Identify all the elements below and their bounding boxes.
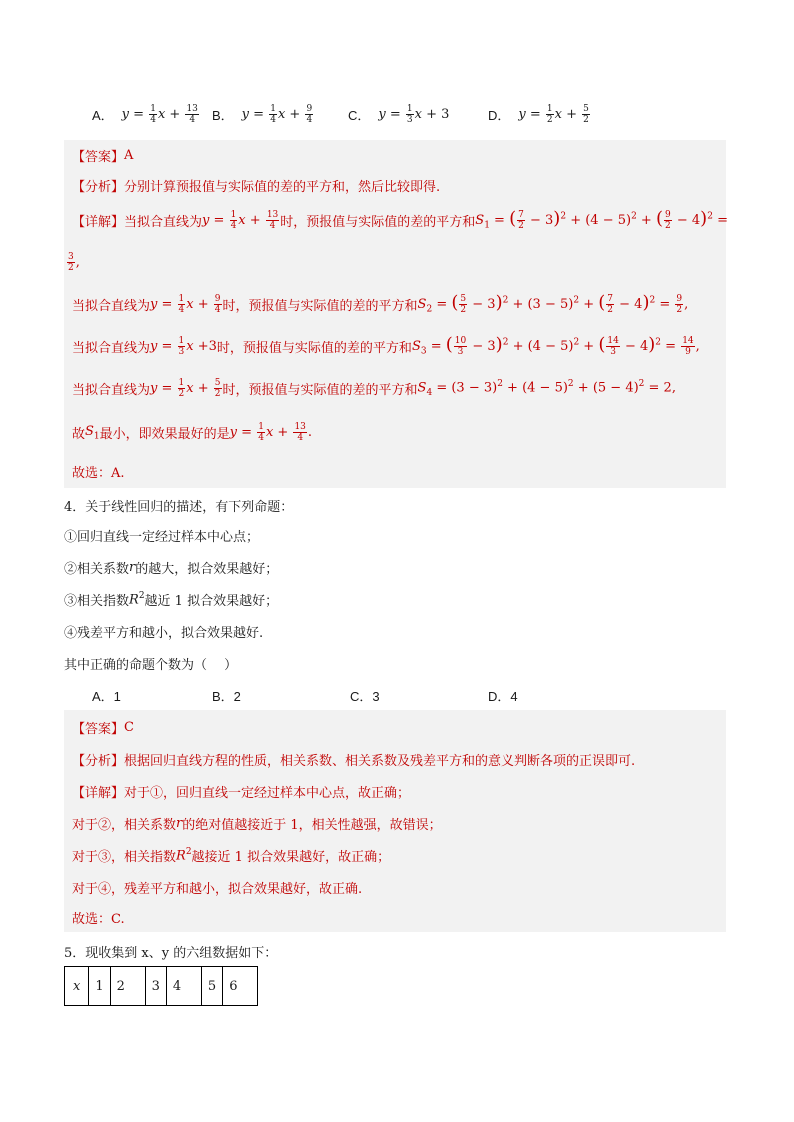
q3-choose-line: 故选：A. <box>72 466 125 481</box>
table-cell: 3 <box>145 967 166 1006</box>
q4-detail-line-3: 对于③，相关指数 $R^2$ 越接近 1 拟合效果越好，故正确； <box>72 847 391 865</box>
q3-option-c-label: C． <box>348 108 371 123</box>
q4-item-1: ①回归直线一定经过样本中心点； <box>64 530 260 545</box>
q4-detail-tag: 【详解】 <box>72 786 125 801</box>
q4-detail-3b: 越接近 1 拟合效果越好，故正确； <box>191 850 391 865</box>
q3-answer-block <box>64 140 726 488</box>
q3-detail-tail-2: 时，预报值与实际值的差的平方和 <box>222 299 418 314</box>
q3-detail-when-3: 当拟合直线为 <box>72 341 151 356</box>
q3-conclusion-b: 最小，即效果最好的是 <box>99 427 230 442</box>
q3-option-d <box>488 104 591 125</box>
q4-detail-line-1 <box>72 782 410 801</box>
q4-question: 其中正确的命题个数为（ ） <box>64 658 238 673</box>
table-cell: 6 <box>223 967 258 1006</box>
q3-analysis-tag: 【分析】 <box>72 180 125 195</box>
q3-option-a <box>92 104 200 125</box>
q4-detail-2b: 的绝对值越接近于 1，相关性越强，故错误； <box>182 818 442 833</box>
q3-detail-line-4: 当拟合直线为 y = $\frac{1}{2}$ x + $\frac{5}{2}$ 时，预报值与实际值的差的平方和 $S_4 = (3 - 3)^2 + (4 - 5)^2 + (5 - 4)^2 = 2$, <box>72 378 676 399</box>
q5-data-table <box>64 966 258 1006</box>
table-head-x: x <box>65 967 89 1006</box>
q3-option-a-expr: y = $\frac{1}{4}$ x + $\frac{13}{4}$ <box>121 104 198 125</box>
q3-detail-line-2: 当拟合直线为 y = $\frac{1}{4}$ x + $\frac{9}{4}$ 时，预报值与实际值的差的平方和 $S_2$ = ( $\frac{5}{2}$ − $3)^2 + (3 - 5)^2$ + ( $\frac{7}{2}$ − 4)$^2$ = $\frac{9}{2}$ , <box>72 292 689 315</box>
table-cell: 2 <box>110 967 145 1006</box>
table-row <box>65 967 258 1006</box>
q3-option-c <box>348 104 449 125</box>
q3-detail-text-b: 时，预报值与实际值的差的平方和 <box>280 215 476 230</box>
q3-detail-tail-3: 时，预报值与实际值的差的平方和 <box>216 341 412 356</box>
q4-answer-line <box>72 718 134 737</box>
q3-detail-line-3: 当拟合直线为 y = $\frac{1}{3}$ x +3 时，预报值与实际值的差的平方和 $S_3$ = ( $\frac{10}{3}$ − $3)^2 + (4 - 5)^2$ + ( $\frac{14}{3}$ − 4)$^2$ = $\frac{14}{9}$ , <box>72 334 700 357</box>
q3-analysis-text: 分别计算预报值与实际值的差的平方和，然后比较即得. <box>124 180 441 195</box>
q5-stem: 5．现收集到 x、y 的六组数据如下： <box>64 946 278 961</box>
q4-option-c: C．3 <box>350 689 380 704</box>
q4-analysis-line <box>72 750 635 769</box>
table-cell: 5 <box>201 967 222 1006</box>
table-cell: 1 <box>89 967 110 1006</box>
q3-option-b-label: B． <box>212 108 234 123</box>
q3-detail-text-a: 当拟合直线为 <box>124 215 203 230</box>
q4-item-2-tail: 的越大，拟合效果越好； <box>135 562 279 577</box>
q4-answer-tag: 【答案】 <box>72 722 125 737</box>
q4-option-a: A．1 <box>92 689 121 704</box>
q3-option-d-expr: y = $\frac{1}{2}$ x + $\frac{5}{2}$ <box>518 104 589 125</box>
q3-conclusion-a: 故 <box>72 427 86 442</box>
q3-answer-line <box>72 146 133 165</box>
q3-answer-value: A <box>124 148 134 163</box>
q4-analysis-text: 根据回归直线方程的性质，相关系数、相关系数及残差平方和的意义判断各项的正误即可. <box>124 754 636 769</box>
q4-item-4: ④残差平方和越小，拟合效果越好. <box>64 626 264 641</box>
q3-detail-tail-4: 时，预报值与实际值的差的平方和 <box>222 383 418 398</box>
q4-stem: 4．关于线性回归的描述，有下列命题： <box>64 500 294 515</box>
q4-item-3: ③相关指数 $R^2$ 越近 1 拟合效果越好； <box>64 591 279 609</box>
q4-item-2: ②相关系数 r 的越大，拟合效果越好； <box>64 560 279 577</box>
q3-option-a-label: A． <box>92 108 114 123</box>
q4-detail-1: 对于①，回归直线一定经过样本中心点，故正确； <box>124 786 411 801</box>
q3-detail-when-2: 当拟合直线为 <box>72 299 151 314</box>
q4-analysis-tag: 【分析】 <box>72 754 125 769</box>
q3-option-c-expr: y = $\frac{1}{3}$ x + 3 <box>378 104 450 125</box>
q4-detail-2a: 对于②，相关系数 <box>72 818 177 833</box>
q4-detail-line-2: 对于②，相关系数 r 的绝对值越接近于 1，相关性越强，故错误； <box>72 816 442 833</box>
q4-answer-value: C <box>124 720 134 735</box>
q3-detail-tag: 【详解】 <box>72 215 125 230</box>
q4-item-3-head: ③相关指数 <box>64 594 130 609</box>
q3-option-b-expr: y = $\frac{1}{4}$ x + $\frac{9}{4}$ <box>241 104 313 125</box>
q4-item-3-tail: 越近 1 拟合效果越好； <box>144 594 279 609</box>
q3-detail-line-1 <box>72 210 728 231</box>
q4-detail-3a: 对于③，相关指数 <box>72 850 177 865</box>
q4-answer-block <box>64 710 726 932</box>
q3-answer-tag: 【答案】 <box>72 150 125 165</box>
q3-detail-line-1-result: $\frac{3}{2}$ , <box>68 252 80 273</box>
q3-analysis-line <box>72 176 440 195</box>
q4-detail-line-4: 对于④，残差平方和越小，拟合效果越好，故正确. <box>72 882 363 897</box>
q3-option-d-label: D． <box>488 108 511 123</box>
q3-detail-formula-1: y = $\frac{1}{4}$ x + $\frac{13}{4}$ <box>202 210 279 231</box>
q3-conclusion-line: 故 $S_1$ 最小，即效果最好的是 y = $\frac{1}{4}$ x + $\frac{13}{4}$ . <box>72 422 313 443</box>
q4-option-d: D．4 <box>488 689 518 704</box>
q3-detail-when-4: 当拟合直线为 <box>72 383 151 398</box>
q4-item-2-head: ②相关系数 <box>64 562 130 577</box>
q3-options <box>92 104 652 132</box>
q3-detail-s1-expr: $S_1$ = ( $\frac{7}{2}$ − $3)^2 + (4 - 5)^2$ + ( $\frac{9}{2}$ − 4)$^2$ = <box>475 208 728 231</box>
q4-option-b: B．2 <box>212 689 241 704</box>
q4-choose-line: 故选：C. <box>72 912 125 927</box>
q3-option-b <box>212 104 314 125</box>
table-cell: 4 <box>166 967 201 1006</box>
